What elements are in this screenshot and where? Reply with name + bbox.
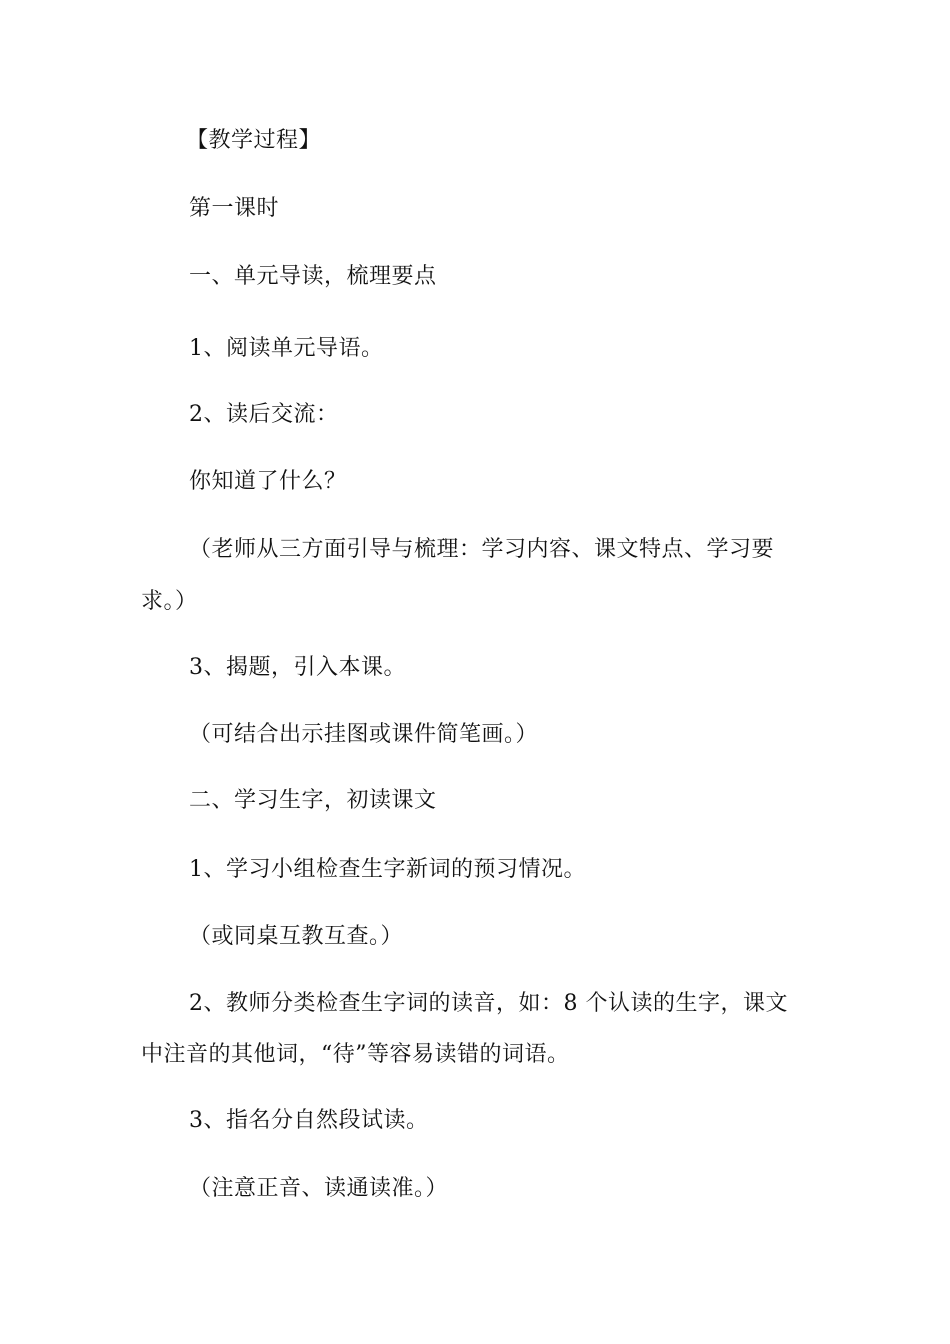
teaching-process-heading: 【教学过程】 (186, 128, 322, 153)
section-2-item-1: 1、学习小组检查生字新词的预习情况。 (189, 857, 586, 882)
section-2-title: 二、学习生字，初读课文 (189, 788, 437, 813)
section-2-item-2-line-1: 2、教师分类检查生字词的读音，如：8 个认读的生字，课文 (189, 991, 788, 1016)
section-1-item-1: 1、阅读单元导语。 (189, 336, 384, 361)
section-1-item-3-note: （可结合出示挂图或课件简笔画。） (189, 722, 539, 747)
section-1-note-line-2: 求。） (141, 589, 198, 614)
section-2-item-3: 3、指名分自然段试读。 (189, 1108, 429, 1133)
lesson-label: 第一课时 (189, 196, 280, 221)
section-1-item-3: 3、揭题，引入本课。 (189, 655, 406, 680)
section-1-note-line-1: （老师从三方面引导与梳理：学习内容、课文特点、学习要 (189, 537, 775, 562)
section-2-item-3-note: （注意正音、读通读准。） (189, 1176, 449, 1201)
section-2-item-1-note: （或同桌互教互查。） (189, 924, 404, 949)
section-1-title: 一、单元导读，梳理要点 (189, 264, 437, 289)
section-1-question: 你知道了什么？ (189, 469, 347, 494)
section-2-item-2-line-2: 中注音的其他词，“待”等容易读错的词语。 (141, 1042, 570, 1067)
section-1-item-2: 2、读后交流： (189, 402, 339, 427)
